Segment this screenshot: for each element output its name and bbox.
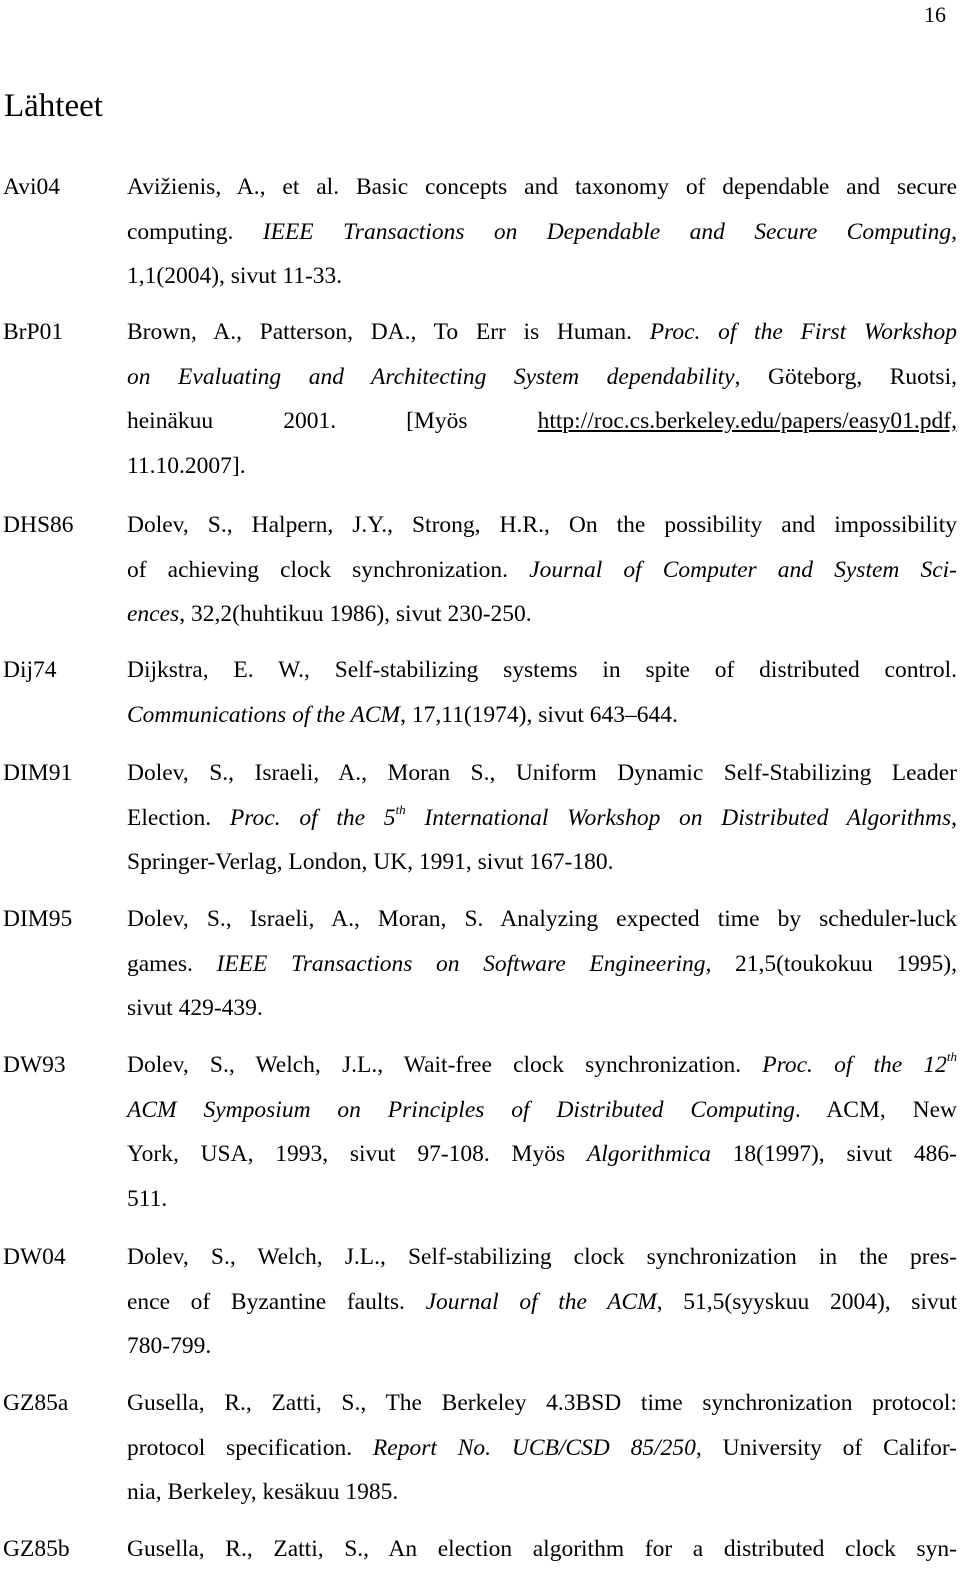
reference-text-segment: ence of Byzantine faults.	[127, 1288, 426, 1315]
reference-line	[127, 1527, 957, 1572]
reference-key: DIM91	[3, 760, 73, 786]
reference-line	[127, 210, 957, 255]
reference-text-segment: Election.	[127, 804, 230, 831]
reference-text-segment: 11.10.2007].	[127, 452, 246, 479]
reference-text-segment: , 51,5(syyskuu 2004), sivut	[656, 1288, 957, 1315]
reference-key: DIM95	[3, 906, 73, 932]
page-number: 16	[924, 2, 946, 27]
reference-line	[127, 796, 957, 841]
publication-title: on Evaluating and Architecting System dependability	[127, 363, 735, 390]
reference-line	[127, 1132, 957, 1177]
reference-text-segment: 511.	[127, 1185, 168, 1212]
reference-line	[127, 648, 957, 693]
reference-text-segment: Dolev, S., Welch, J.L., Self-stabilizing clock synchronization in the pres-	[127, 1244, 957, 1270]
publication-title: IEEE Transactions on Software Engineering	[216, 950, 706, 977]
reference-text	[127, 1235, 957, 1369]
reference-key: DHS86	[3, 512, 74, 538]
ordinal-superscript: th	[946, 1049, 958, 1064]
reference-line	[127, 444, 957, 489]
reference-line	[127, 942, 957, 987]
reference-text	[127, 897, 957, 1031]
reference-line	[127, 1235, 957, 1280]
reference-text-segment: , 21,5(toukokuu 1995),	[705, 950, 957, 977]
reference-line	[127, 1324, 957, 1369]
publication-title: Journal of the ACM	[425, 1288, 657, 1315]
reference-text-segment: Dolev, S., Halpern, J.Y., Strong, H.R., On the possibility and impossibility	[127, 512, 957, 538]
reference-text-segment: Dolev, S., Israeli, A., Moran S., Uniform Dynamic Self-Stabilizing Leader	[127, 760, 957, 786]
publication-title: ACM Symposium on Principles of Distributed Computing	[127, 1096, 795, 1123]
reference-text-segment: Dijkstra, E. W., Self-stabilizing systems in spite of distributed control.	[127, 657, 957, 683]
reference-line	[127, 1177, 957, 1222]
reference-text-segment: nia, Berkeley, kesäkuu 1985.	[127, 1479, 399, 1506]
reference-line	[127, 503, 957, 548]
publication-title: Proc. of the 12	[762, 1052, 947, 1078]
reference-text-segment: Avižienis, A., et al. Basic concepts and taxonomy of dependable and secure	[127, 174, 957, 200]
reference-line	[127, 693, 957, 738]
publication-title: ences	[127, 601, 180, 628]
reference-text-segment: York, USA, 1993, sivut 97-108. Myös	[127, 1141, 587, 1168]
reference-text-segment: 18(1997), sivut 486-	[710, 1141, 957, 1168]
reference-key: Avi04	[3, 174, 61, 200]
publication-title: Report No. UCB/CSD 85/250	[372, 1434, 696, 1461]
reference-text	[127, 1527, 957, 1572]
reference-line	[127, 399, 957, 444]
reference-key: BrP01	[3, 319, 64, 345]
reference-text-segment: 780-799.	[127, 1333, 212, 1360]
reference-text-segment: , 17,11(1974), sivut 643–644.	[400, 701, 678, 728]
reference-text-segment: Springer-Verlag, London, UK, 1991, sivut 167-180.	[127, 849, 614, 876]
reference-text-segment: ,	[951, 218, 957, 245]
reference-text-segment: . ACM, New	[794, 1096, 957, 1123]
reference-line	[127, 1280, 957, 1325]
reference-line	[127, 1381, 957, 1426]
reference-text-segment: Dolev, S., Israeli, A., Moran, S. Analyzing expected time by scheduler-luck	[127, 906, 957, 932]
reference-line	[127, 751, 957, 796]
publication-title: Journal of Computer and System Sci-	[529, 556, 957, 583]
page-title: Lähteet	[4, 88, 103, 124]
reference-text	[127, 751, 957, 885]
reference-line	[127, 1426, 957, 1471]
reference-line	[127, 1043, 957, 1088]
reference-text	[127, 503, 957, 637]
publication-title: Proc. of the 5	[229, 804, 396, 831]
reference-text-segment: heinäkuu 2001. [Myös	[127, 408, 538, 435]
publication-title: Proc. of the First Workshop	[649, 319, 958, 345]
reference-line	[127, 165, 957, 210]
reference-line	[127, 310, 957, 355]
reference-line	[127, 1088, 957, 1133]
reference-text-segment: of achieving clock synchronization.	[127, 556, 530, 583]
reference-line	[127, 897, 957, 942]
reference-text-segment: , 32,2(huhtikuu 1986), sivut 230-250.	[179, 601, 532, 628]
reference-line	[127, 548, 957, 593]
publication-title: International Workshop on Distributed Algorithms	[405, 804, 952, 831]
reference-line	[127, 1470, 957, 1515]
reference-text-segment: 1,1(2004), sivut 11-33.	[127, 263, 343, 290]
reference-text-segment: games.	[127, 950, 217, 977]
reference-text	[127, 648, 957, 737]
reference-text-segment: , Göteborg, Ruotsi,	[734, 363, 957, 390]
reference-line	[127, 592, 957, 637]
reference-line	[127, 840, 957, 885]
publication-title: Communications of the ACM	[127, 701, 401, 728]
reference-text-segment: protocol specification.	[127, 1434, 373, 1461]
reference-line	[127, 254, 957, 299]
publication-title: IEEE Transactions on Dependable and Secure Computing	[262, 218, 952, 245]
reference-key: DW04	[3, 1244, 66, 1270]
reference-key: GZ85b	[3, 1536, 70, 1562]
reference-text-segment: , University of Califor-	[695, 1434, 957, 1461]
reference-line	[127, 986, 957, 1031]
reference-key: GZ85a	[3, 1390, 69, 1416]
reference-key: Dij74	[3, 657, 57, 683]
reference-text-segment: computing.	[127, 218, 263, 245]
publication-title: Algorithmica	[586, 1141, 711, 1168]
reference-url-link[interactable]: http://roc.cs.berkeley.edu/papers/easy01.pdf,	[537, 408, 957, 435]
reference-text-segment: Gusella, R., Zatti, S., The Berkeley 4.3BSD time synchronization protocol:	[127, 1390, 957, 1416]
reference-text-segment: Dolev, S., Welch, J.L., Wait-free clock synchronization.	[127, 1052, 763, 1078]
reference-text	[127, 1043, 957, 1221]
reference-text	[127, 1381, 957, 1515]
reference-text	[127, 165, 957, 299]
reference-text-segment: Brown, A., Patterson, DA., To Err is Human.	[127, 319, 650, 345]
reference-text-segment: ,	[951, 804, 957, 831]
reference-text-segment: Gusella, R., Zatti, S., An election algorithm for a distributed clock syn-	[127, 1536, 957, 1562]
reference-key: DW93	[3, 1052, 66, 1078]
reference-text	[127, 310, 957, 488]
ordinal-superscript: th	[395, 801, 406, 817]
reference-text-segment: sivut 429-439.	[127, 995, 263, 1022]
reference-line	[127, 355, 957, 400]
